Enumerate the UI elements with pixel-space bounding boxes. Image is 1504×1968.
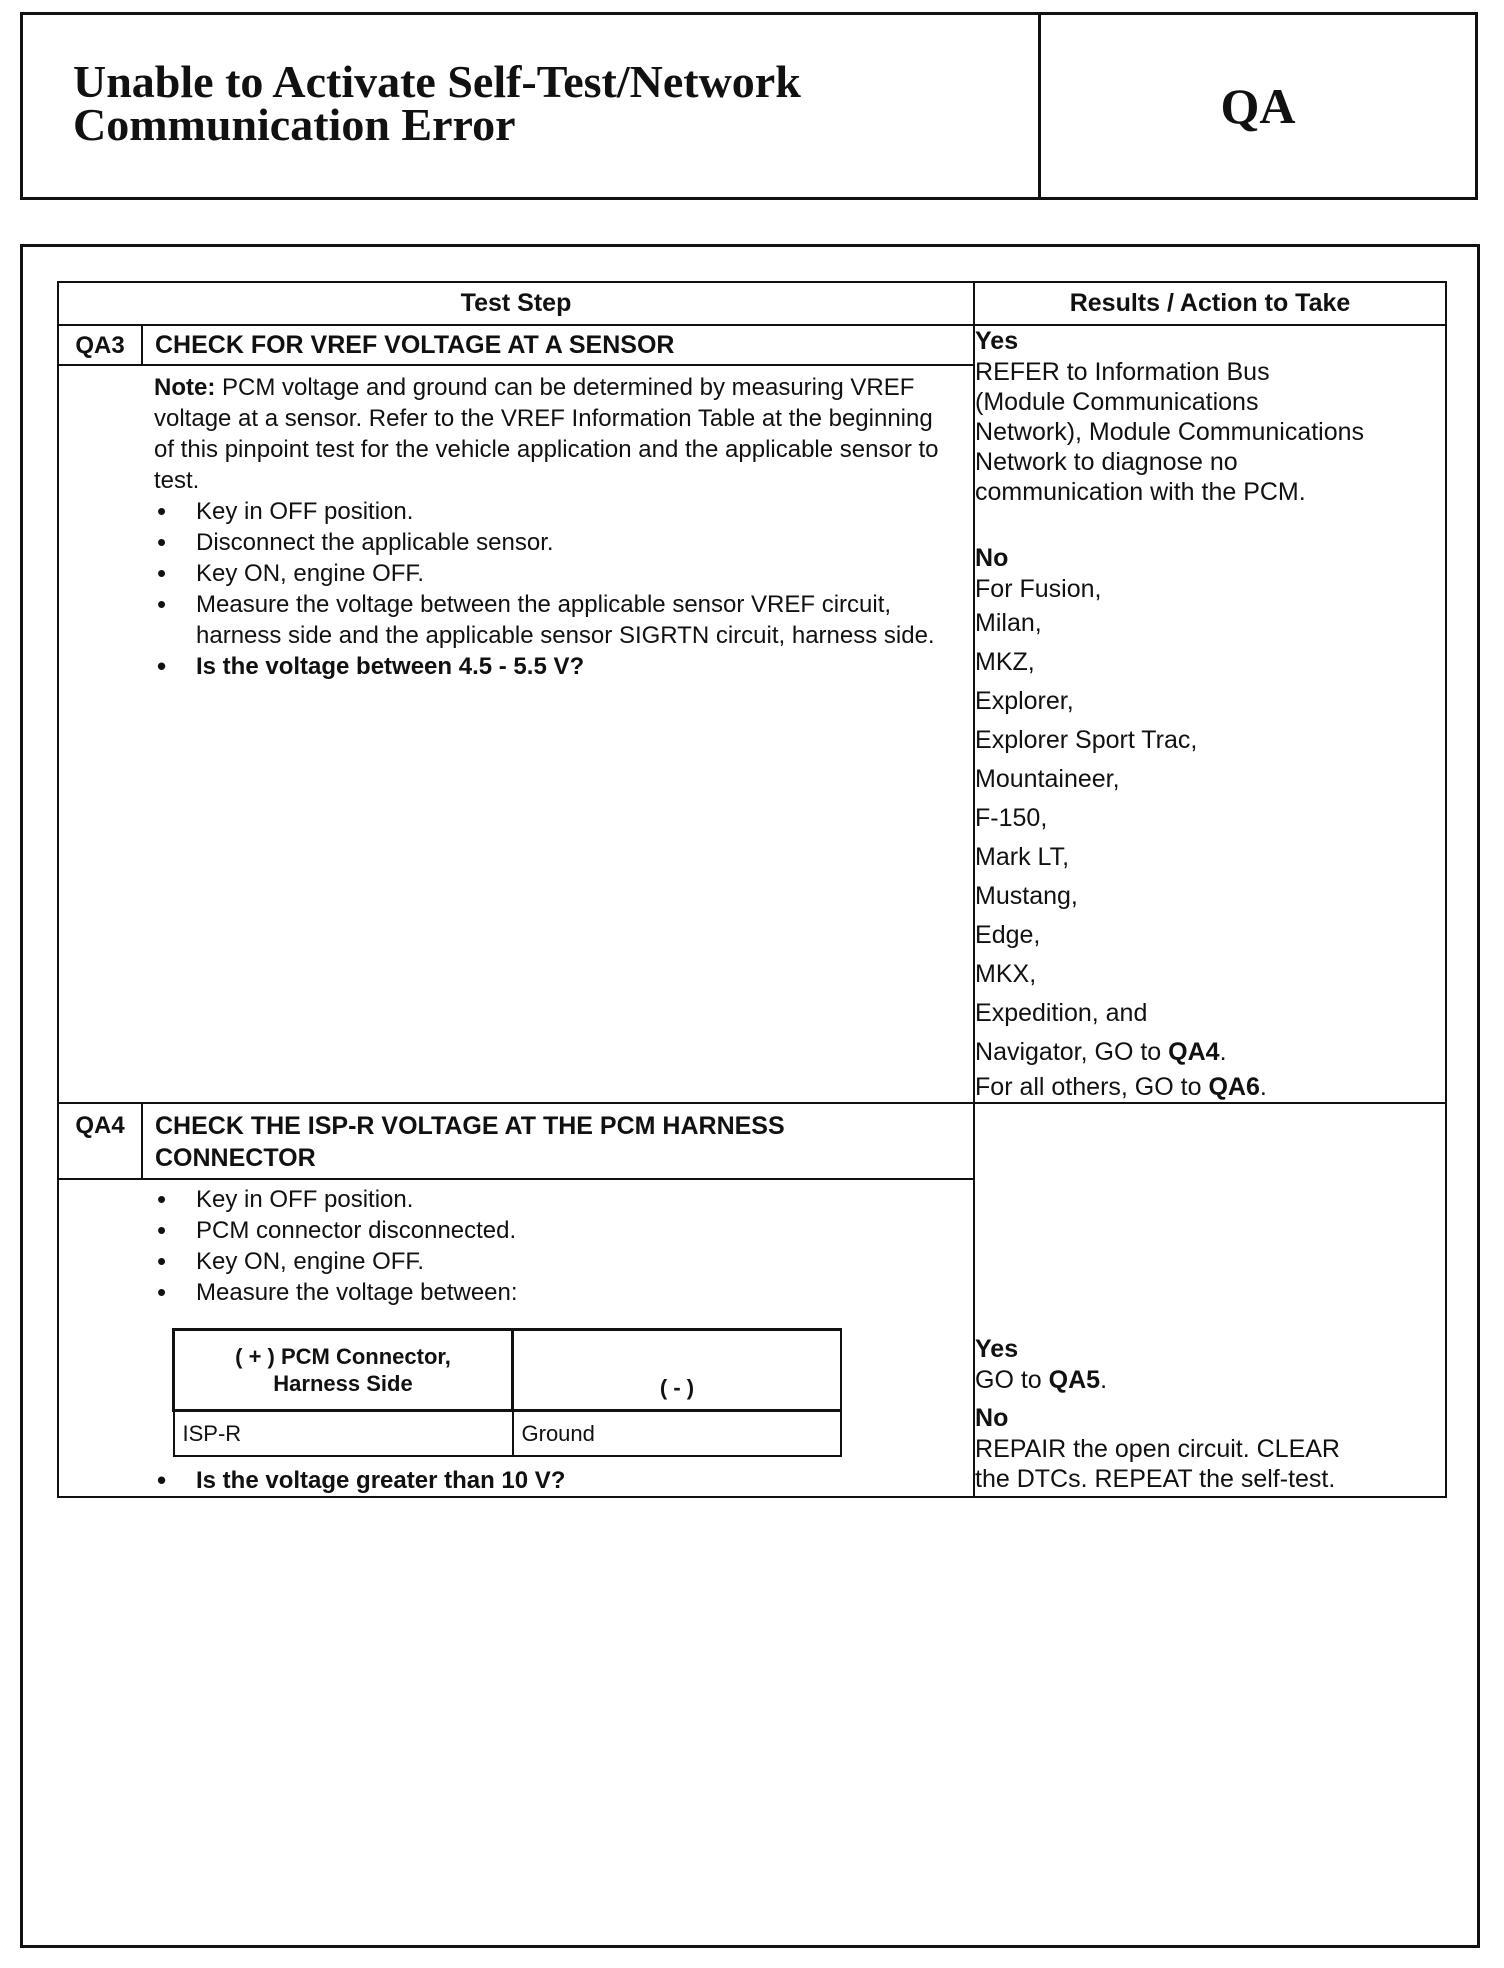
measurement-negative-value: Ground <box>513 1411 842 1457</box>
qa4-no-line: REPAIR the open circuit. CLEAR <box>975 1435 1340 1463</box>
title-line-1: Unable to Activate Self-Test/Network <box>73 56 801 107</box>
test-table <box>57 281 1447 1498</box>
qa3-vehicle: MKX, <box>975 960 1037 988</box>
qa3-yes-label: Yes <box>975 327 1019 355</box>
qa3-results <box>974 325 1446 1103</box>
qa3-id-spacer <box>58 365 142 1103</box>
title-cell <box>23 15 1041 197</box>
col-header-results: Results / Action to Take <box>974 282 1446 325</box>
measurement-header-positive-line-2: Harness Side <box>273 1371 413 1396</box>
measurement-positive-value: ISP-R <box>174 1411 513 1457</box>
qa4-body <box>142 1179 974 1497</box>
qa4-yes-prefix: GO to <box>975 1366 1049 1394</box>
qa3-heading: CHECK FOR VREF VOLTAGE AT A SENSOR <box>142 325 974 365</box>
qa4-no-label: No <box>975 1404 1009 1432</box>
qa4-bullet: • Key ON, engine OFF. <box>154 1246 953 1277</box>
qa4-no-line: the DTCs. REPEAT the self-test. <box>975 1465 1336 1493</box>
qa3-others-prefix: For all others, GO to <box>975 1073 1209 1101</box>
qa4-goto-qa5: QA5 <box>1048 1366 1101 1394</box>
measurement-header-positive <box>174 1330 513 1411</box>
qa3-note-text: PCM voltage and ground can be determined by measuring VREF voltage at a sensor. Refer to the VREF Information Table at the beginning of this pinpoint test for the vehicle application and the applicable sensor to test. <box>154 374 939 494</box>
qa3-goto-qa4: QA4 <box>1168 1038 1220 1066</box>
measurement-header-negative: ( - ) <box>513 1330 842 1411</box>
qa3-note-label: Note: <box>154 374 216 401</box>
qa3-vehicle: For Fusion, <box>975 575 1102 603</box>
col-header-test-step: Test Step <box>58 282 974 325</box>
qa4-yes-suffix: . <box>1100 1366 1108 1394</box>
qa3-goto-qa6: QA6 <box>1208 1073 1260 1101</box>
qa4-heading-row <box>58 1103 1446 1179</box>
qa3-others-suffix: . <box>1259 1073 1267 1101</box>
page-title <box>73 56 1038 150</box>
qa3-navigator-prefix: Navigator, GO to <box>975 1038 1169 1066</box>
qa3-question: • Is the voltage between 4.5 - 5.5 V? <box>154 651 953 682</box>
title-header <box>20 12 1478 200</box>
qa3-vehicle: MKZ, <box>975 648 1035 676</box>
title-line-2: Communication Error <box>73 99 516 150</box>
qa3-note <box>154 372 953 496</box>
qa3-vehicle: Mustang, <box>975 882 1078 910</box>
qa3-bullet-list <box>154 496 953 682</box>
qa3-yes-line: REFER to Information Bus <box>975 358 1270 386</box>
qa4-heading-line-1: CHECK THE ISP-R VOLTAGE AT THE PCM HARNESS <box>155 1112 785 1140</box>
qa4-question-list <box>154 1465 953 1496</box>
qa3-bullet: • Key in OFF position. <box>154 496 953 527</box>
qa3-vehicle: Milan, <box>975 609 1042 637</box>
measurement-header-positive-line-1: ( + ) PCM Connector, <box>235 1344 451 1369</box>
qa3-yes-line: Network to diagnose no <box>975 448 1238 476</box>
code-cell <box>1041 15 1475 197</box>
qa4-id-spacer <box>58 1179 142 1497</box>
qa3-vehicle: F-150, <box>975 804 1048 832</box>
qa4-id: QA4 <box>58 1103 142 1179</box>
measurement-row <box>174 1411 842 1457</box>
qa3-yes-line: Network), Module Communications <box>975 418 1365 446</box>
qa3-vehicle: Edge, <box>975 921 1041 949</box>
qa4-results <box>974 1103 1446 1497</box>
qa3-vehicle: Mark LT, <box>975 843 1070 871</box>
qa3-navigator-line <box>975 1033 1445 1072</box>
qa3-navigator-suffix: . <box>1219 1038 1227 1066</box>
measurement-header-row <box>174 1330 842 1411</box>
qa3-vehicle: Explorer Sport Trac, <box>975 726 1198 754</box>
qa4-bullet: • Measure the voltage between: <box>154 1277 953 1308</box>
qa4-heading-line-2: CONNECTOR <box>155 1144 316 1172</box>
qa4-bullet-list <box>154 1184 953 1308</box>
qa3-bullet: • Measure the voltage between the applicable sensor VREF circuit, harness side and the applicable sensor SIGRTN circuit, harness side. <box>154 589 953 651</box>
qa3-vehicle: Explorer, <box>975 687 1074 715</box>
qa3-id: QA3 <box>58 325 142 365</box>
content-frame <box>20 244 1480 1948</box>
measurement-table <box>172 1328 842 1457</box>
qa3-bullet: • Disconnect the applicable sensor. <box>154 527 953 558</box>
qa3-vehicle: Expedition, and <box>975 999 1148 1027</box>
table-header-row <box>58 282 1446 325</box>
qa3-body <box>142 365 974 1103</box>
qa4-yes-label: Yes <box>975 1335 1019 1363</box>
qa4-bullet: • Key in OFF position. <box>154 1184 953 1215</box>
qa3-yes-line: communication with the PCM. <box>975 478 1306 506</box>
qa4-bullet: • PCM connector disconnected. <box>154 1215 953 1246</box>
section-code: QA <box>1220 78 1296 134</box>
qa4-question: • Is the voltage greater than 10 V? <box>154 1465 953 1496</box>
qa3-others-line <box>975 1072 1445 1102</box>
qa3-yes-line: (Module Communications <box>975 388 1259 416</box>
qa3-bullet: • Key ON, engine OFF. <box>154 558 953 589</box>
qa3-no-label: No <box>975 544 1009 572</box>
qa4-heading <box>142 1103 974 1179</box>
qa3-heading-row <box>58 325 1446 365</box>
qa4-yes-line <box>975 1365 1445 1395</box>
qa3-vehicle: Mountaineer, <box>975 765 1120 793</box>
